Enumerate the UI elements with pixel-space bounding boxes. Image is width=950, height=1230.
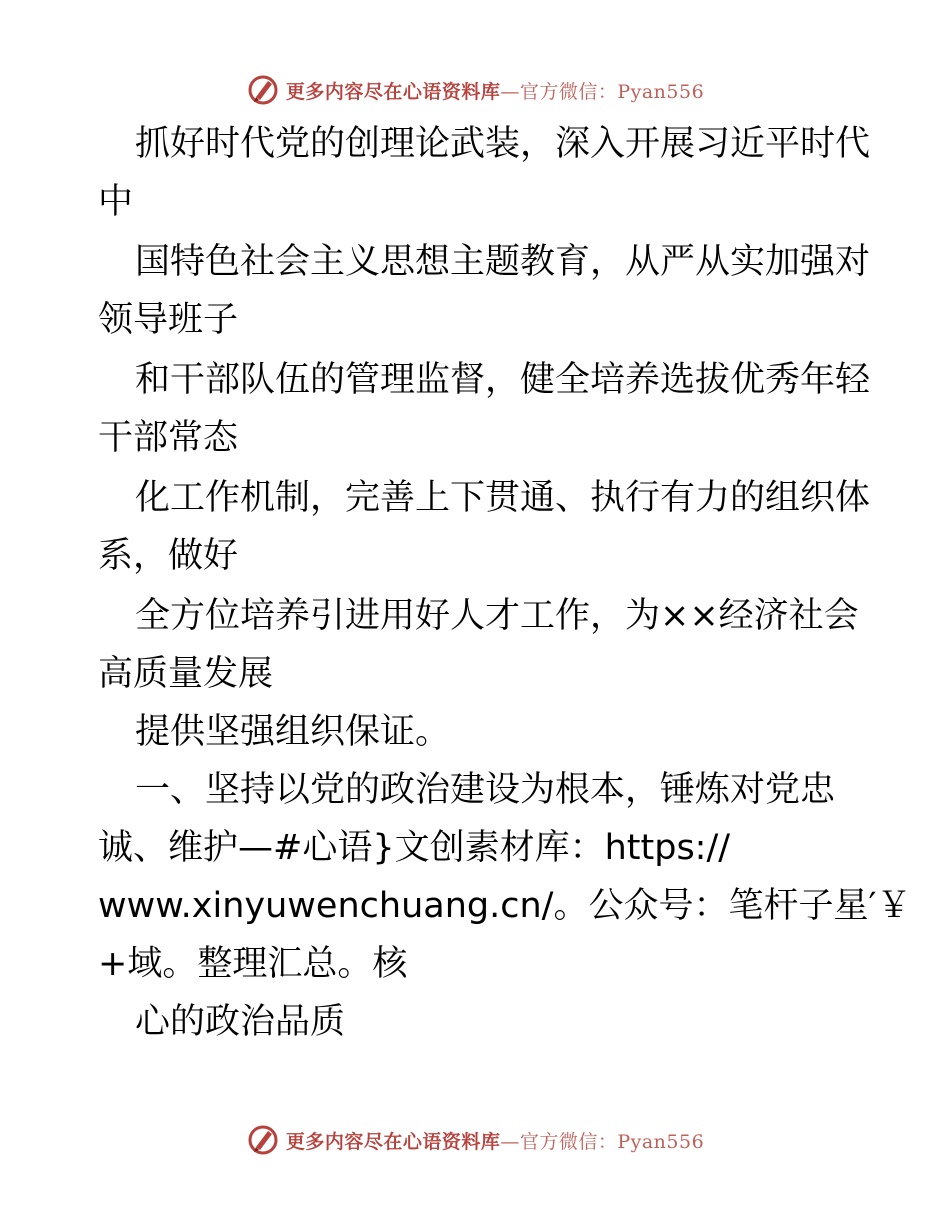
header-banner-text: [286, 77, 704, 104]
body-line: 化工作机制，完善上下贯通、执行有力的组织体: [135, 478, 871, 518]
body-line: 国特色社会主义思想主题教育，从严从实加强对: [135, 242, 871, 282]
body-line: 高质量发展: [98, 654, 274, 694]
header-banner-tail: —官方微信：Pyan556: [500, 80, 705, 103]
body-line: 一、坚持以党的政治建设为根本，锤炼对党忠: [135, 770, 836, 810]
body-line: 和干部队伍的管理监督，健全培养选拔优秀年轻: [135, 360, 871, 400]
pen-logo-icon: [246, 1123, 280, 1157]
footer-banner-tail: —官方微信：Pyan556: [500, 1130, 705, 1153]
body-line: +域。整理汇总。核: [98, 944, 408, 984]
body-line: 全方位培养引进用好人才工作，为××经济社会: [135, 596, 859, 636]
header-banner-main: 更多内容尽在心语资料库: [285, 80, 501, 103]
pen-logo-icon: [246, 73, 280, 107]
body-line: 领导班子: [98, 300, 239, 340]
body-line: 抓好时代党的创理论武装，深入开展习近平时代: [135, 124, 871, 164]
header-banner: [0, 70, 950, 110]
body-line: 心的政治品质: [135, 1002, 346, 1042]
body-line: 诚、维护—#心语}文创素材库：https://: [98, 828, 731, 868]
footer-banner: [0, 1120, 950, 1160]
body-line: 中: [98, 182, 134, 222]
body-line: 系，做好: [98, 536, 239, 576]
footer-banner-main: 更多内容尽在心语资料库: [285, 1130, 501, 1153]
body-line: 干部常态: [98, 418, 239, 458]
body-line: www.xinyuwenchuang.cn/。公众号：笔杆子星′￥: [98, 886, 912, 926]
footer-banner-text: [286, 1127, 704, 1154]
body-line: 提供坚强组织保证。: [135, 712, 451, 752]
